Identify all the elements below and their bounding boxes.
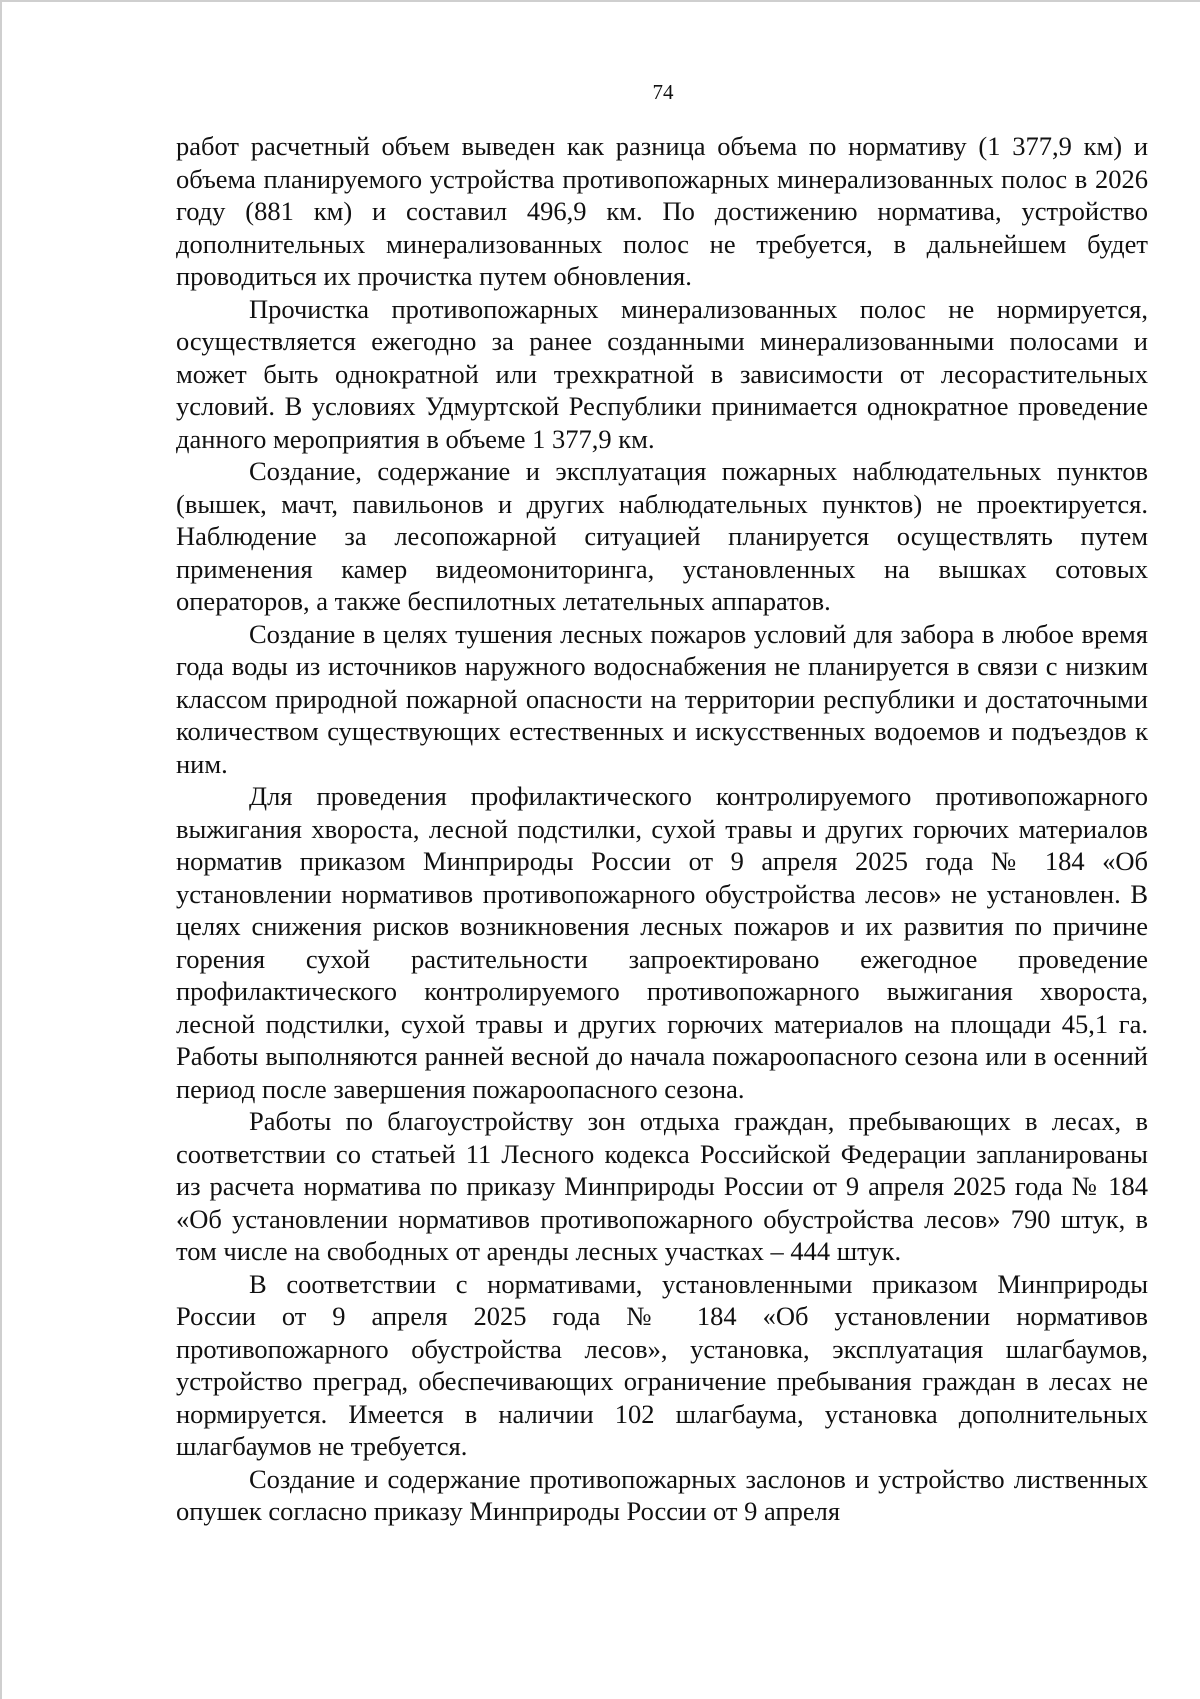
document-body [176, 130, 1148, 1528]
paragraph-fire-barriers: Создание и содержание противопожарных заслонов и устройство лиственных опушек согласно приказу Минприроды России от 9 апреля [176, 1463, 1148, 1526]
paragraph-continuation: работ расчетный объем выведен как разница объема по нормативу (1 377,9 км) и объема планируемого устройства противопожарных минерализованных полос в 2026 году (881 км) и составил 496,9 км. По достижению норматива, устройство дополнительных минерализованных полос не требуется, в дальнейшем будет проводиться их прочистка путем обновления. [176, 131, 1148, 291]
paragraph-observation-points: Создание, содержание и эксплуатация пожарных наблюдательных пунктов (вышек, мачт, павильонов и других наблюдательных пунктов) не проектируется. Наблюдение за лесопожарной ситуацией планируется осуществлять путем применения камер видеомониторинга, установленных на вышках сотовых операторов, а также беспилотных летательных аппаратов. [176, 456, 1148, 616]
paragraph-barriers: В соответствии с нормативами, установленными приказом Минприроды России от 9 апреля 2025 года № 184 «Об установлении нормативов противопожарного обустройства лесов», установка, эксплуатация шлагбаумов, устройство преград, обеспечивающих ограничение пребывания граждан в лесах не нормируется. Имеется в наличии 102 шлагбаума, установка дополнительных шлагбаумов не требуется. [176, 1268, 1148, 1461]
paragraph-water-supply: Создание в целях тушения лесных пожаров условий для забора в любое время года воды из источников наружного водоснабжения не планируется в связи с низким классом природной пожарной опасности на территории республики и достаточными количеством существующих естественных и искусственных водоемов и подъездов к ним. [176, 618, 1148, 779]
paragraph-controlled-burning: Для проведения профилактического контролируемого противопожарного выжигания хвороста, лесной подстилки, сухой травы и других горючих материалов норматив приказом Минприроды России от 9 апреля 2025 года № 184 «Об установлении нормативов противопожарного обустройства лесов» не установлен. В целях снижения рисков возникновения лесных пожаров и их развития по причине горения сухой растительности запроектировано ежегодное проведение профилактического контролируемого противопожарного выжигания хвороста, лесной подстилки, сухой травы и других горючих материалов на площади 45,1 га. Работы выполняются ранней весной до начала пожароопасного сезона или в осенний период после завершения пожароопасного сезона. [176, 781, 1148, 1104]
paragraph-recreation-zones: Работы по благоустройству зон отдыха граждан, пребывающих в лесах, в соответствии со статьей 11 Лесного кодекса Российской Федерации запланированы из расчета норматива по приказу Минприроды России от 9 апреля 2025 года № 184 «Об установлении нормативов противопожарного обустройства лесов» 790 штук, в том числе на свободных от аренды лесных участках – 444 штук. [176, 1106, 1148, 1266]
page-number: 74 [652, 80, 674, 104]
paragraph-mineralized-strips-cleaning: Прочистка противопожарных минерализованных полос не нормируется, осуществляется ежегодно за ранее созданными минерализованными полосами и может быть однократной или трехкратной в зависимости от лесорастительных условий. В условиях Удмуртской Республики принимается однократное проведение данного мероприятия в объеме 1 377,9 км. [176, 293, 1148, 454]
